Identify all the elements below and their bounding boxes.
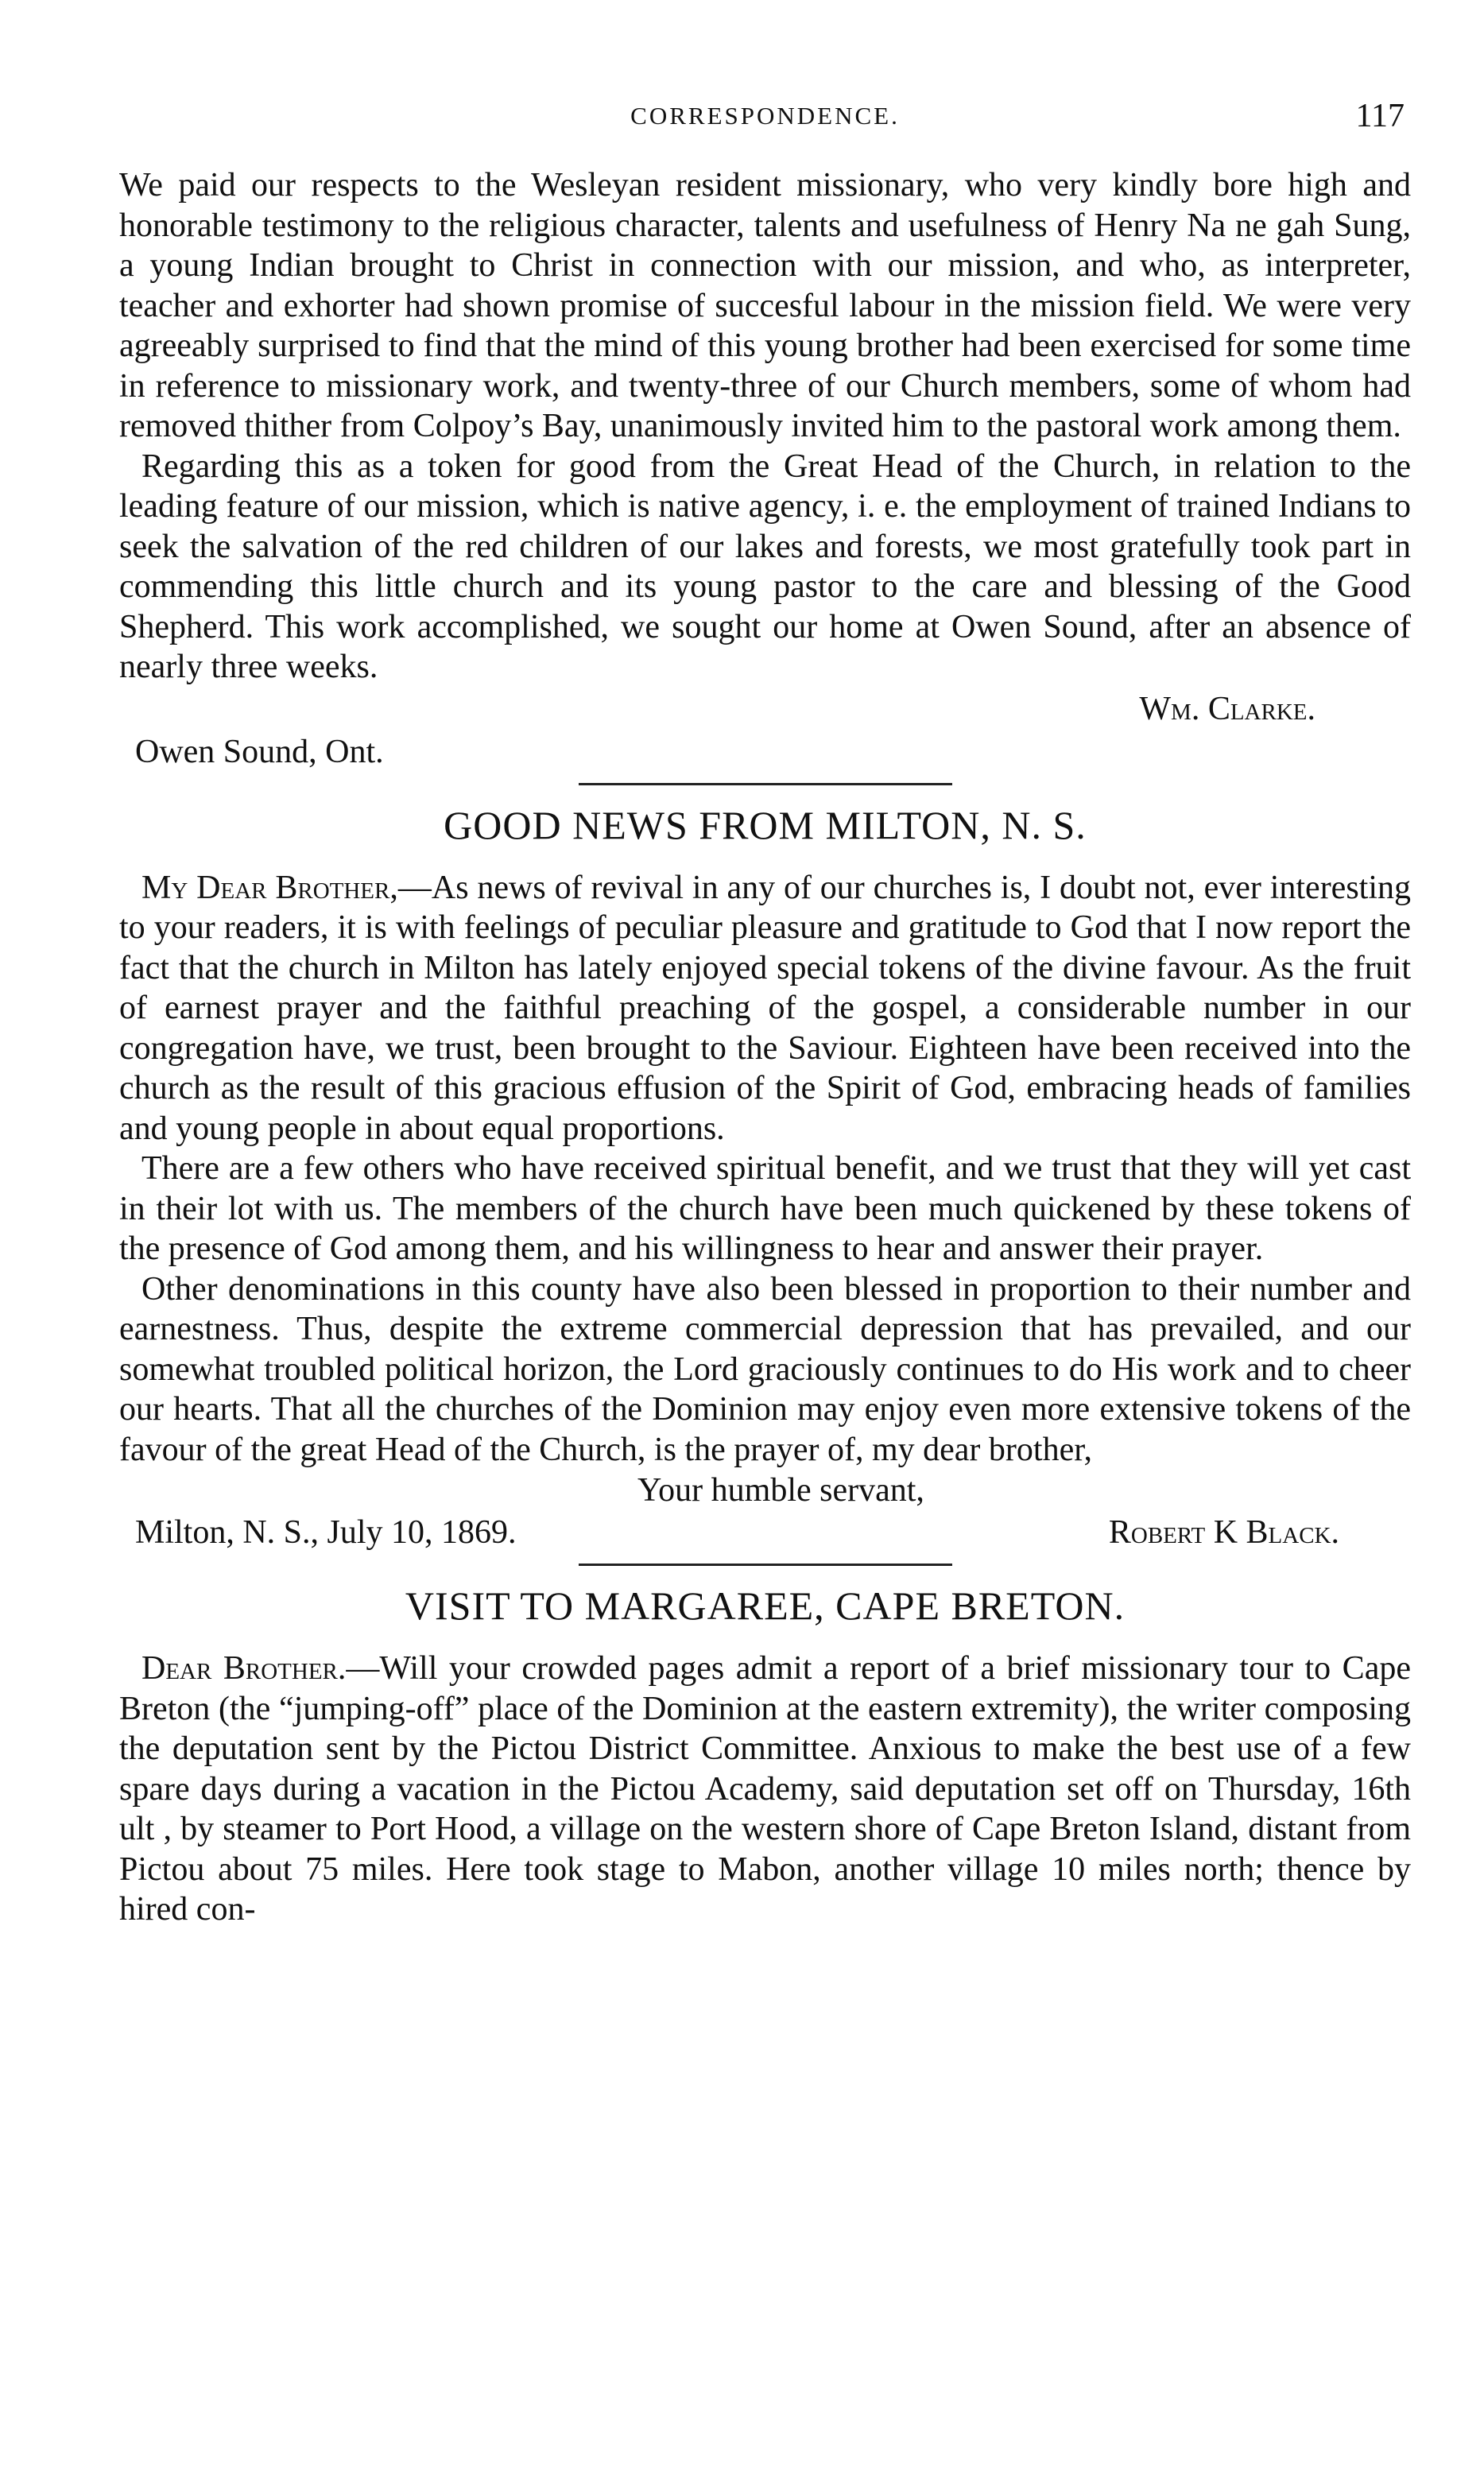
running-head — [119, 94, 1411, 165]
letter-margaree — [119, 1582, 1411, 1930]
paragraph: Other denominations in this county have also been blessed in proportion to their number and earnestness. Thus, despite the extreme commercial depression that has prevailed, and our somewhat troubled political horizon, the Lord graciously continues to do His work and to cheer our hearts. That all the churches of the Dominion may enjoy even more extensive tokens of the favour of the great Head of the Church, is the prayer of, my dear brother, — [119, 1270, 1411, 1468]
paragraph: Regarding this as a token for good from the Great Head of the Church, in relation to the leading feature of our mission, which is native agency, i. e. the employment of trained Indians to seek the salvation of the red children of our lakes and forests, we most gratefully took part in commending this little church and its young pastor to the care and blessing of the Good Shepherd. This work accomplished, we sought our home at Owen Sound, after an absence of nearly three weeks. — [119, 448, 1411, 685]
closing: Your humble servant, — [637, 1472, 924, 1509]
letter-milton — [119, 801, 1411, 1555]
salutation: My Dear Brother, — [141, 869, 398, 906]
paragraph: We paid our respects to the Wesleyan resident missionary, who very kindly bore high and honorable testimony to the religious character, talents and usefulness of Henry Na ne gah Sung, a young Indian brought to Christ in connection with our mission, and who, as interpreter, teacher and exhorter had shown promise of succesful labour in the mission field. We were very agreeably surprised to find that the mind of this young brother had been exercised for some time in reference to missionary work, and twenty-three of our Church members, some of whom had removed thither from Colpoy’s Bay, unanimously invited him to the pastoral work among them. — [119, 167, 1411, 444]
paragraph-text: —As news of revival in any of our churches is, I doubt not, ever interesting to your readers, it is with feelings of peculiar pleasure and gratitude to God that I now report the fact that the church in Milton has lately enjoyed special tokens of the divine favour. As the fruit of earnest prayer and the faithful preaching of the gospel, a considerable number in our congregation have, we trust, been brought to the Saviour. Eighteen have been received into the church as the result of this gracious effusion of the Spirit of God, embracing heads of families and young people in about equal proportions. — [119, 869, 1411, 1147]
letter-clarke — [119, 165, 1411, 773]
place-line: Owen Sound, Ont. — [135, 733, 384, 770]
signature: Robert K Black. — [1108, 1514, 1339, 1551]
signature-line — [119, 688, 1411, 730]
section-divider — [579, 783, 952, 785]
paragraph — [119, 1649, 1411, 1930]
paragraph — [119, 868, 1411, 1149]
signature: Wm. Clarke. — [1139, 690, 1315, 727]
place-date: Milton, N. S., July 10, 1869. — [135, 1514, 517, 1551]
section-divider — [579, 1564, 952, 1566]
signature-line — [119, 1511, 1411, 1554]
page-number: 117 — [1355, 98, 1405, 134]
salutation: Dear Brother. — [141, 1650, 347, 1687]
paragraph: There are a few others who have received spiritual benefit, and we trust that they will yet cast in their lot with us. The members of the church have been much quickened by these tokens of the presence of God among them, and his willingness to hear and answer their prayer. — [119, 1150, 1411, 1267]
article-title: GOOD NEWS FROM MILTON, N. S. — [444, 802, 1087, 847]
running-title: CORRESPONDENCE. — [630, 102, 900, 130]
article-title: VISIT TO MARGAREE, CAPE BRETON. — [405, 1583, 1126, 1628]
paragraph-text: —Will your crowded pages admit a report of a brief missionary tour to Cape Breton (the “jumping-off” place of the Dominion at the eastern extremity), the writer composing the deputation sent by the Pictou District Committee. Anxious to make the best use of a few spare days during a vacation in the Pictou Academy, said deputation set off on Thursday, 16th ult , by steamer to Port Hood, a village on the western shore of Cape Breton Island, distant from Pictou about 75 miles. Here took stage to Mabon, another village 10 miles north; thence by hired con- — [119, 1650, 1411, 1928]
